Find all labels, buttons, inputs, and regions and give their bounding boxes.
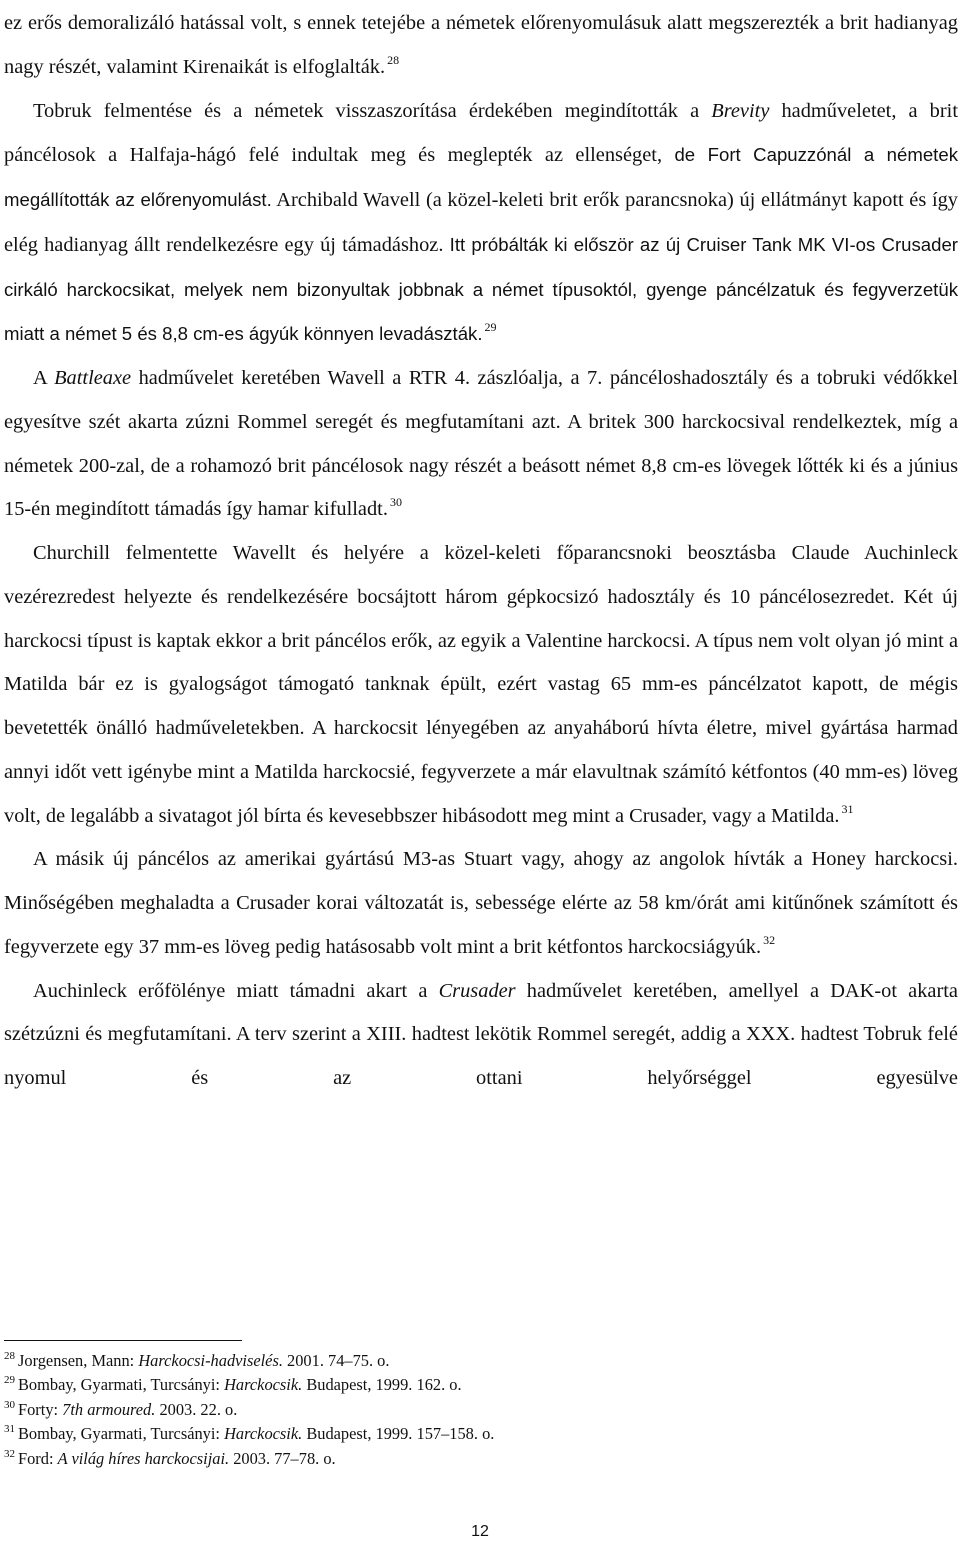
paragraph-text: hadművelet keretében, amellyel a DAK-ot akarta szétzúzni és megfutamítani. A terv szerint a XIII. hadtest lekötik Rommel seregét, addig a XXX. hadtest Tobruk felé nyomul és az ottani helyőrséggel egyesülve [4,979,958,1089]
paragraph-churchill [4,532,958,838]
footnote-author: Jorgensen, Mann: [18,1351,139,1370]
footnote-ref-28[interactable]: 28 [387,52,400,67]
paragraph-battleaxe [4,357,958,532]
paragraph-text-sans: de Fort Capuzzónál a németek megállították az előrenyomulást. [4,144,958,210]
footnote-author: Forty: [18,1399,63,1419]
footnote-author: Bombay, Gyarmati, Turcsányi: [18,1424,225,1444]
footnote-number: 28 [4,1350,15,1362]
paragraph-text: Archibald Wavell (a közel-keleti brit erők parancsnoka) új ellátmányt kapott és így elég hadianyag állt rendelkezésre egy új támadáshoz. [4,189,958,256]
footnote-29 [4,1373,904,1397]
footnote-title: 7th armoured. [62,1399,156,1419]
footnote-title: Harckocsi-hadviselés. [138,1351,283,1370]
footnote-author: Bombay, Gyarmati, Turcsányi: [18,1375,225,1395]
paragraph-text: A másik új páncélos az amerikai gyártású M3-as Stuart vagy, ahogy az angolok hívták a Honey harckocsi. Minőségében meghaladta a Crusader korai változatát is, sebessége elérte az 58 km/órát ami kitűnőnek számított és fegyverzete egy 37 mm-es löveg pedig hatásosabb volt mint a brit kétfontos harckocsiágyúk. [4,848,958,958]
page-number: 12 [471,1523,489,1540]
operation-name-crusader: Crusader [438,979,516,1002]
footnote-details: 2003. 22. o. [155,1399,238,1419]
paragraph-continuation [4,2,958,90]
footnote-number: 30 [4,1398,15,1411]
paragraph-text: Tobruk felmentése és a németek visszaszorítása érdekében megindították a [33,99,712,122]
paragraph-text: A [33,367,55,389]
footnote-ref-29[interactable]: 29 [484,320,497,335]
paragraph-text: hadművelet keretében Wavell a RTR 4. zászlóalja, a 7. páncéloshadosztály és a tobruki védőkkel egyesítve szét akarta zúzni Rommel seregét és megfutamítani azt. A britek 300 harckocsival rendelkeztek, míg a németek 200-zal, de a rohamozó brit páncélosok nagy részét a beásott német 8,8 cm-es lövegek lőtték ki és a június 15-én megindított támadás így hamar kifulladt. [4,367,958,521]
footnote-separator [4,1340,242,1341]
paragraph-text: Churchill felmentette Wavellt és helyére a közel-keleti főparancsnoki beosztásba Claude Auchinleck vezérezredest helyezte és rendelkezésére bocsájtott három gépkocsizó hadosztály és 10 páncélosezredet. Két új harckocsi típust is kaptak ekkor a brit páncélos erők, az egyik a Valentine harckocsi. A típus nem volt olyan jó mint a Matilda bár ez is gyalogságot támogató tanknak épült, ezért vastag 65 mm-es páncélzatot kapott, de mégis bevetették önálló hadműveletekben. A harckocsit lényegében az anyaháború hívta életre, mivel gyártása harmad annyi időt vett igénybe mint a Matilda harckocsié, fegyverzete a már elavultnak számító kétfontos (40 mm-es) löveg volt, de legalább a sivatagot jól bírta és kevesebbszer hibásodott meg mint a Crusader, vagy a Matilda. [4,542,958,827]
body-text [4,2,958,1101]
footnote-details: Budapest, 1999. 157–158. o. [302,1424,495,1444]
paragraph-text-sans: Itt próbálták ki először az új Cruiser Tank MK VI-os Crusader cirkáló harckocsikat, melyek nem bizonyultak jobbnak a német típusoktól, gyenge páncélzatuk és fegyverzetük miatt a német 5 és 8,8 cm-es ágyúk könnyen levadászták. [4,233,958,345]
footnote-32 [4,1447,904,1471]
footnote-30 [4,1398,904,1422]
footnote-number: 31 [4,1423,15,1436]
footnote-title: Harckocsik. [224,1424,303,1444]
operation-name-brevity: Brevity [711,99,770,122]
paragraph-text: ez erős demoralizáló hatással volt, s ennek tetejébe a németek előrenyomulásuk alatt megszerezték a brit hadianyag nagy részét, valamint Kirenaikát is elfoglalták. [4,12,958,78]
footnotes [4,1349,904,1471]
footnote-28 [4,1349,904,1373]
footnote-details: Budapest, 1999. 162. o. [302,1375,462,1395]
footnote-ref-30[interactable]: 30 [389,495,402,510]
footnote-31 [4,1422,904,1446]
footnote-author: Ford: [18,1448,58,1468]
paragraph-crusader [4,970,958,1101]
paragraph-stuart [4,838,958,969]
footnote-title: A világ híres harckocsijai. [57,1448,230,1468]
footnote-title: Harckocsik. [224,1375,303,1395]
footnote-ref-32[interactable]: 32 [763,932,776,947]
footnote-details: 2003. 77–78. o. [229,1448,336,1468]
footnote-number: 32 [4,1447,15,1460]
paragraph-brevity [4,90,958,358]
paragraph-text: Auchinleck erőfölénye miatt támadni akart a [33,979,439,1002]
footnote-details: 2001. 74–75. o. [282,1351,390,1370]
footnote-number: 29 [4,1374,15,1387]
paragraph-text: hadműveletet, a brit páncélosok a Halfaja-hágó felé indultak meg és meglepték az ellenséget, [4,99,958,167]
operation-name-battleaxe: Battleaxe [54,367,132,389]
footnote-ref-31[interactable]: 31 [841,801,854,816]
